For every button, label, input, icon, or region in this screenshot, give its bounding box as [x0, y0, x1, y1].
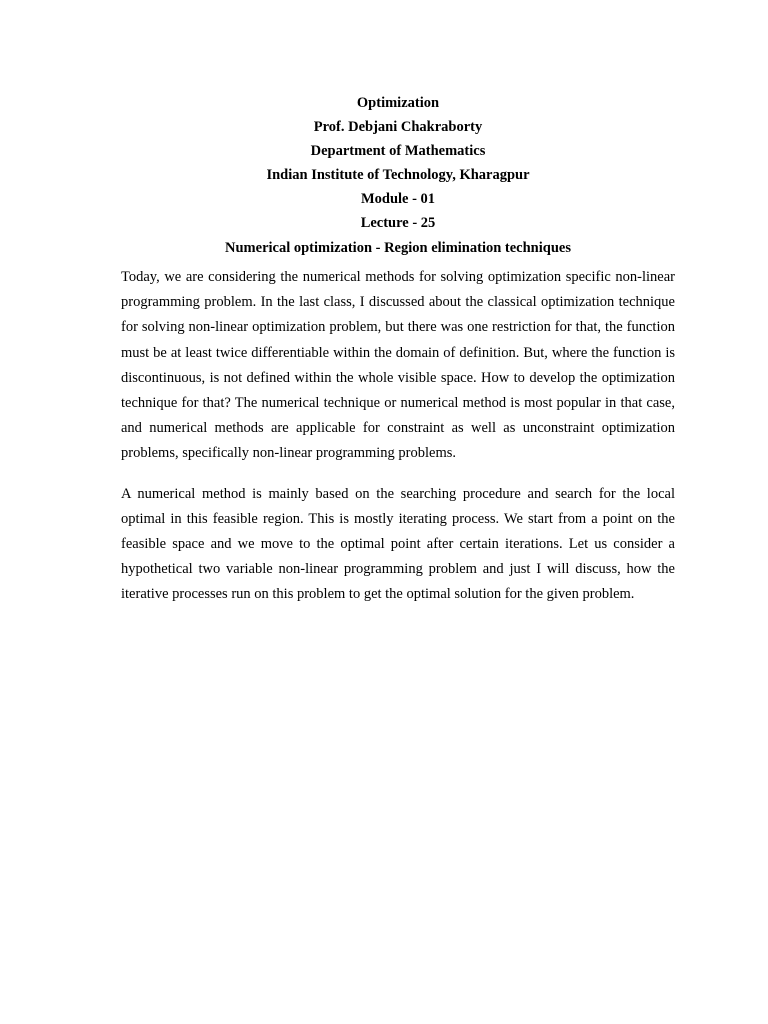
department-name: Department of Mathematics — [310, 143, 486, 160]
module-number: Module - 01 — [360, 191, 436, 208]
professor-name: Prof. Debjani Chakraborty — [313, 119, 483, 136]
paragraph-1: Today, we are considering the numerical methods for solving optimization specific non-linear programming problem. In the last class, I discussed about the classical optimization technique for solving non-linear optimization problem, but there was one restriction for that, the function must be at least twice differentiable within the domain of definition. But, where the function is discontinuous, is not defined within the whole visible space. How to develop the optimization technique for that? The numerical technique or numerical method is most popular in that case, and numerical methods are applicable for constraint as well as unconstraint optimization problems, specifically non-linear programming problems. — [121, 269, 675, 462]
course-title: Optimization — [356, 95, 440, 111]
lecture-topic: Numerical optimization - Region elimination techniques — [225, 239, 571, 256]
paragraph-2: A numerical method is mainly based on the searching procedure and search for the local optimal in this feasible region. This is mostly iterating process. We start from a point on the feasible space and we move to the optimal point after certain iterations. Let us consider a hypothetical two variable non-linear programming problem and just I will discuss, how the iterative processes run on this problem to get the optimal solution for the given problem. — [121, 485, 675, 603]
institute-name: Indian Institute of Technology, Kharagpur — [266, 167, 530, 184]
lecture-header — [0, 91, 768, 260]
body-text — [121, 265, 675, 623]
lecture-number: Lecture - 25 — [360, 215, 436, 232]
